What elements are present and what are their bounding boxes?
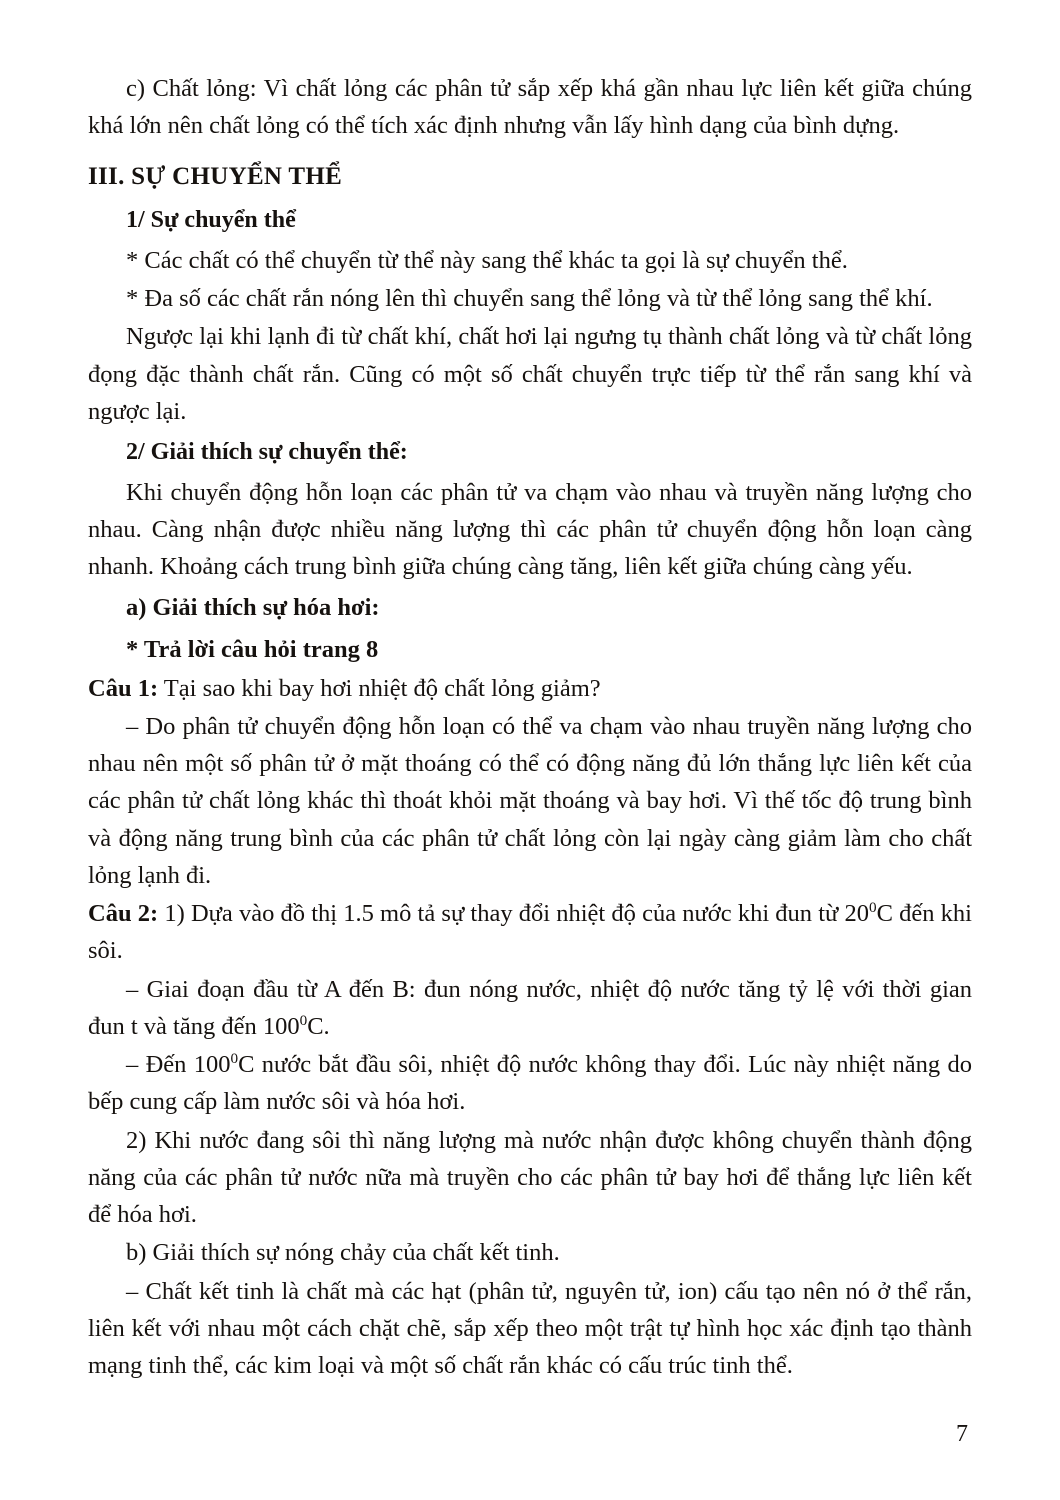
page-number: 7 [956, 1421, 968, 1447]
question-2-text-a: 1) Dựa vào đồ thị 1.5 mô tả sự thay đổi nhiệt độ của nước khi đun từ 20 [158, 900, 870, 928]
paragraph-chat-ket-tinh: – Chất kết tinh là chất mà các hạt (phân tử, nguyên tử, ion) cấu tạo nên nó ở thể rắn, liên kết với nhau một cách chặt chẽ, sắp xếp theo một trật tự hình học xác định tạo thành mạng tinh thể, các kim loại và một số chất rắn khác có cấu trúc tinh thể. [88, 1277, 972, 1379]
subheading-su-chuyen-the: 1/ Sự chuyển thể [126, 207, 296, 234]
subheading-giai-thich-nong-chay: b) Giải thích sự nóng chảy của chất kết tinh. [126, 1239, 560, 1267]
question-1-label: Câu 1: [88, 674, 159, 702]
paragraph-khi-nuoc-dang-soi: 2) Khi nước đang sôi thì năng lượng mà nước nhận được không chuyển thành động năng của các phân tử nước nữa mà truyền cho các phân tử bay hơi để thắng lực liên kết để hóa hơi. [88, 1126, 972, 1229]
answer-2-line2-sup: 0 [230, 1049, 239, 1067]
answer-2-line1-a: – Giai đoạn đầu từ A đến B: đun nóng nước, nhiệt độ nước tăng tỷ lệ với thời gian đun t và tăng đến 100 [88, 975, 972, 1040]
answer-2-den-100-do [88, 1046, 972, 1120]
question-1 [88, 670, 972, 707]
answer-2-line1-b: C. [307, 1012, 330, 1040]
question-1-text: Tại sao khi bay hơi nhiệt độ chất lỏng giảm? [158, 674, 601, 702]
subheading-tra-loi-cau-hoi: * Trả lời câu hỏi trang 8 [126, 635, 379, 663]
answer-2-line2-a: – Đến 100 [126, 1051, 231, 1079]
question-2 [88, 895, 972, 969]
question-2-text-b: C đến khi sôi. [88, 900, 972, 965]
question-2-label: Câu 2: [88, 900, 159, 928]
bullet-cac-chat: * Các chất có thể chuyển từ thể này sang thể khác ta gọi là sự chuyển thể. [126, 246, 848, 274]
paragraph-khi-chuyen-dong: Khi chuyển động hỗn loạn các phân tử va chạm vào nhau và truyền năng lượng cho nhau. Càng nhận được nhiều năng lượng thì các phân tử chuyển động hỗn loạn càng nhanh. Khoảng cách trung bình giữa chúng càng tăng, liên kết giữa chúng càng yếu. [88, 478, 972, 581]
answer-2-line2-b: C nước bắt đầu sôi, nhiệt độ nước không thay đổi. Lúc này nhiệt năng do bếp cung cấp làm nước sôi và hóa hơi. [88, 1051, 972, 1116]
subheading-giai-thich-su-hoa-hoi: a) Giải thích sự hóa hơi: [126, 594, 380, 622]
question-2-degree-sup: 0 [869, 899, 877, 916]
page-content [88, 70, 972, 1384]
answer-2-line1-sup: 0 [299, 1011, 308, 1029]
paragraph-chat-long: c) Chất lỏng: Vì chất lỏng các phân tử sắp xếp khá gần nhau lực liên kết giữa chúng khá lớn nên chất lỏng có thể tích xác định nhưng vẫn lấy hình dạng của bình dựng. [88, 75, 972, 140]
answer-1: – Do phân tử chuyển động hỗn loạn có thể va chạm vào nhau truyền năng lượng cho nhau nên một số phân tử ở mặt thoáng có thể có động năng đủ lớn thắng lực liên kết của các phân tử chất lỏng khác thì thoát khỏi mặt thoáng và bay hơi. Vì thế tốc độ trung bình và động năng trung bình của các phân tử chất lỏng còn lại ngày càng giảm làm cho chất lỏng lạnh đi. [88, 712, 972, 889]
subheading-giai-thich-su-chuyen-the: 2/ Giải thích sự chuyển thể: [126, 439, 408, 466]
answer-2-giai-doan-ab [88, 971, 972, 1045]
bullet-da-so-cac-chat: * Đa số các chất rắn nóng lên thì chuyển sang thể lỏng và từ thể lỏng sang thể khí. [126, 285, 933, 313]
section-heading-su-chuyen-the: III. SỰ CHUYỂN THỂ [88, 163, 343, 191]
paragraph-nguoc-lai: Ngược lại khi lạnh đi từ chất khí, chất hơi lại ngưng tụ thành chất lỏng và từ chất lỏng đọng đặc thành chất rắn. Cũng có một số chất chuyển trực tiếp từ thể rắn sang khí và ngược lại. [88, 323, 972, 425]
